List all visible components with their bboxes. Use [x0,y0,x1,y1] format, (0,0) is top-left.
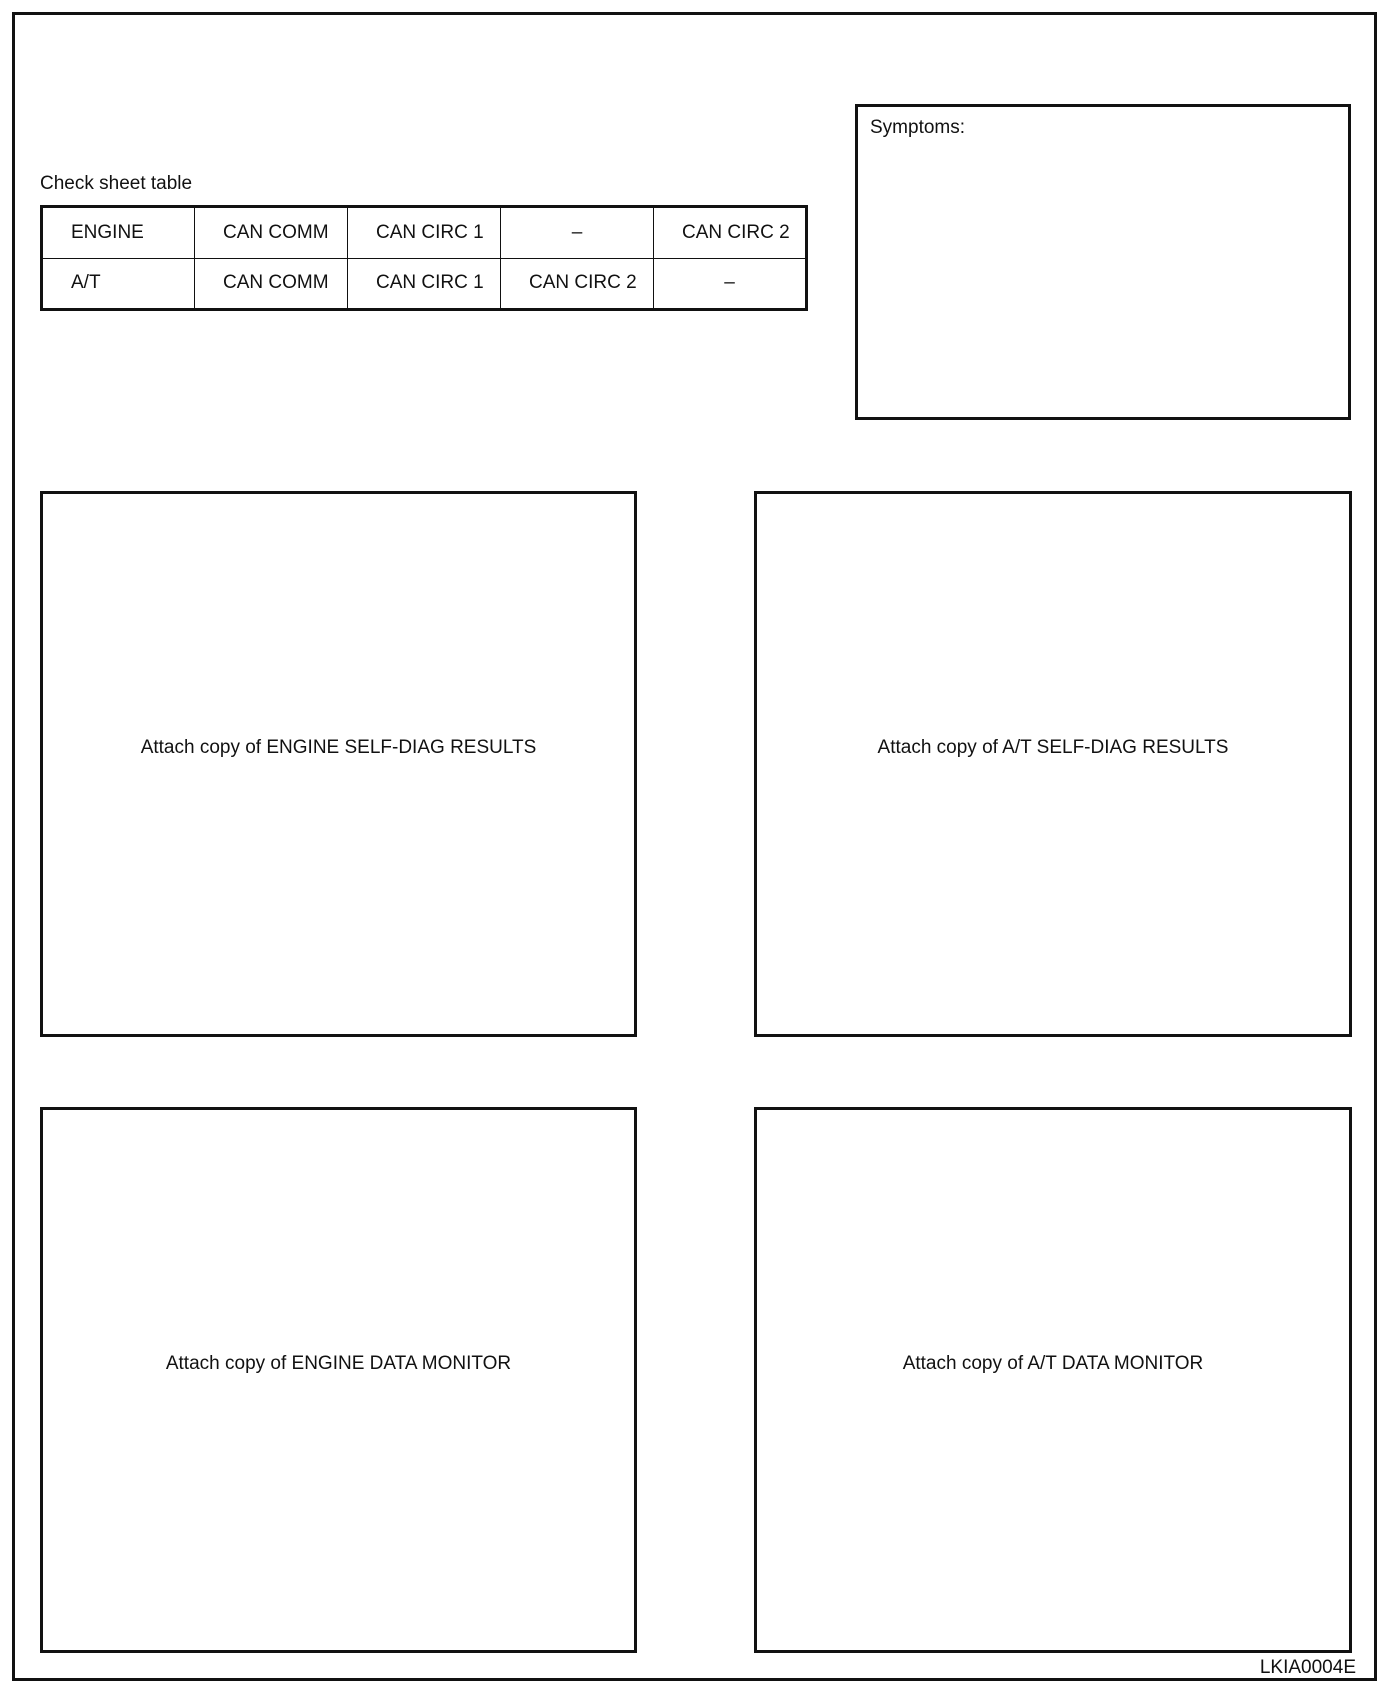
symptoms-label: Symptoms: [870,117,966,138]
table-cell: CAN COMM [195,207,348,259]
table-row-at [42,258,807,310]
table-cell: ENGINE [42,207,195,259]
check-sheet-title: Check sheet table [40,173,193,194]
table-cell: – [654,258,807,310]
engine-self-diag-box [40,491,637,1037]
engine-data-monitor-box [40,1107,637,1653]
at-self-diag-label: Attach copy of A/T SELF-DIAG RESULTS [877,737,1229,758]
at-data-monitor-label: Attach copy of A/T DATA MONITOR [902,1353,1204,1374]
engine-data-monitor-label: Attach copy of ENGINE DATA MONITOR [165,1353,512,1374]
table-cell: CAN CIRC 1 [348,258,501,310]
at-self-diag-box [754,491,1352,1037]
symptoms-box [855,104,1351,420]
figure-id: LKIA0004E [1259,1657,1356,1678]
engine-self-diag-label: Attach copy of ENGINE SELF-DIAG RESULTS [140,737,537,758]
table-cell: CAN CIRC 1 [348,207,501,259]
table-row-engine [42,207,807,259]
table-cell: CAN COMM [195,258,348,310]
table-cell: – [501,207,654,259]
table-cell: CAN CIRC 2 [654,207,807,259]
check-sheet-table [40,205,808,311]
at-data-monitor-box [754,1107,1352,1653]
table-cell: CAN CIRC 2 [501,258,654,310]
table-cell: A/T [42,258,195,310]
